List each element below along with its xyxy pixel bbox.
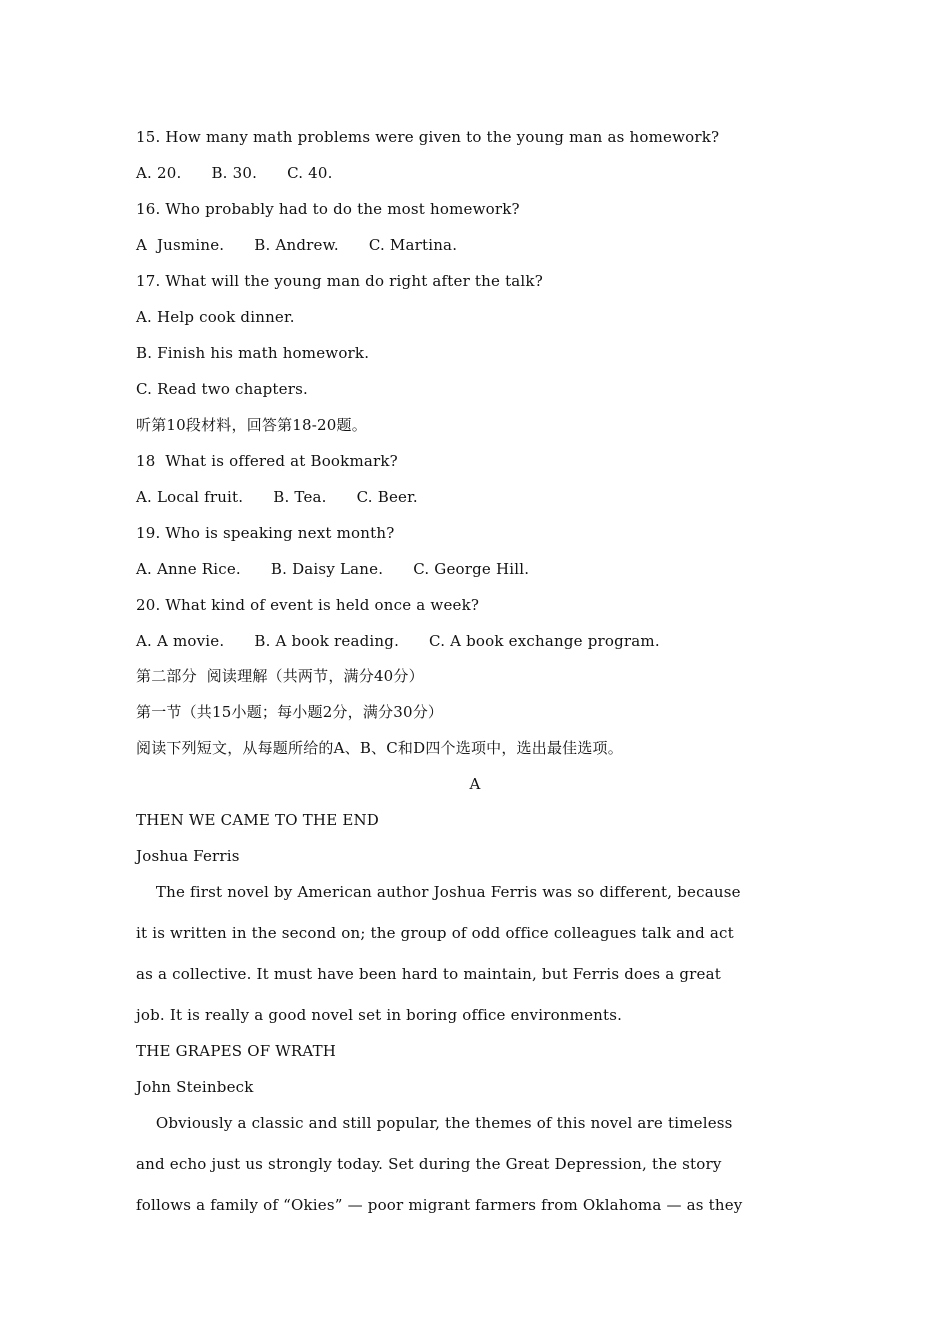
- book1-line: it is written in the second on; the group of odd office colleagues talk and act: [136, 924, 734, 942]
- book2-line: and echo just us strongly today. Set during the Great Depression, the story: [136, 1155, 722, 1173]
- book1-line: as a collective. It must have been hard to maintain, but Ferris does a great: [136, 965, 721, 983]
- book2-line: follows a family of “Okies” — poor migrant farmers from Oklahoma — as they: [136, 1196, 743, 1214]
- q15-option-a: A. 20.: [136, 164, 182, 182]
- q17-option-a: A. Help cook dinner.: [136, 308, 295, 326]
- q18-option-b: B. Tea.: [273, 488, 327, 506]
- question-20: 20. What kind of event is held once a week?: [136, 596, 480, 614]
- book1-title: THEN WE CAME TO THE END: [136, 811, 380, 829]
- question-17: 17. What will the young man do right after the talk?: [136, 272, 543, 290]
- section1-title: 第一节（共15小题；每小题2分，满分30分）: [136, 703, 444, 721]
- part2-title: 第二部分 阅读理解（共两节，满分40分）: [136, 667, 424, 685]
- q18-option-c: C. Beer.: [356, 488, 418, 506]
- q19-option-b: B. Daisy Lane.: [270, 560, 384, 578]
- q15-option-b: B. 30.: [211, 164, 258, 182]
- question-18-options: [136, 487, 418, 507]
- q19-option-a: A. Anne Rice.: [136, 560, 241, 578]
- question-20-options: [136, 631, 660, 651]
- reading-instructions: 阅读下列短文，从每题所给的A、B、C和D四个选项中，选出最佳选项。: [136, 739, 623, 757]
- book2-author: John Steinbeck: [136, 1078, 254, 1096]
- q16-option-b: B. Andrew.: [254, 236, 339, 254]
- question-15: 15. How many math problems were given to the young man as homework?: [136, 128, 720, 146]
- question-18: 18 What is offered at Bookmark?: [136, 452, 398, 470]
- book1-line: job. It is really a good novel set in boring office environments.: [136, 1006, 623, 1024]
- q20-option-a: A. A movie.: [136, 632, 225, 650]
- question-19: 19. Who is speaking next month?: [136, 524, 395, 542]
- q20-option-c: C. A book exchange program.: [429, 632, 660, 650]
- book1-author: Joshua Ferris: [136, 847, 240, 865]
- question-16: 16. Who probably had to do the most homework?: [136, 200, 520, 218]
- q18-option-a: A. Local fruit.: [136, 488, 244, 506]
- q17-option-c: C. Read two chapters.: [136, 380, 308, 398]
- book2-title: THE GRAPES OF WRATH: [136, 1042, 337, 1060]
- q19-option-c: C. George Hill.: [413, 560, 530, 578]
- question-19-options: [136, 559, 529, 579]
- book2-line: Obviously a classic and still popular, the themes of this novel are timeless: [136, 1114, 733, 1132]
- q16-option-c: C. Martina.: [368, 236, 458, 254]
- question-16-options: [136, 235, 457, 255]
- q16-option-a: A Jusmine.: [136, 236, 225, 254]
- q15-option-c: C. 40.: [287, 164, 333, 182]
- passage-label: A: [469, 775, 481, 793]
- q17-option-b: B. Finish his math homework.: [136, 344, 370, 362]
- question-15-options: [136, 163, 333, 183]
- book1-line: The first novel by American author Joshua Ferris was so different, because: [136, 883, 741, 901]
- section10-intro: 听第10段材料，回答第18-20题。: [136, 416, 367, 434]
- q20-option-b: B. A book reading.: [254, 632, 400, 650]
